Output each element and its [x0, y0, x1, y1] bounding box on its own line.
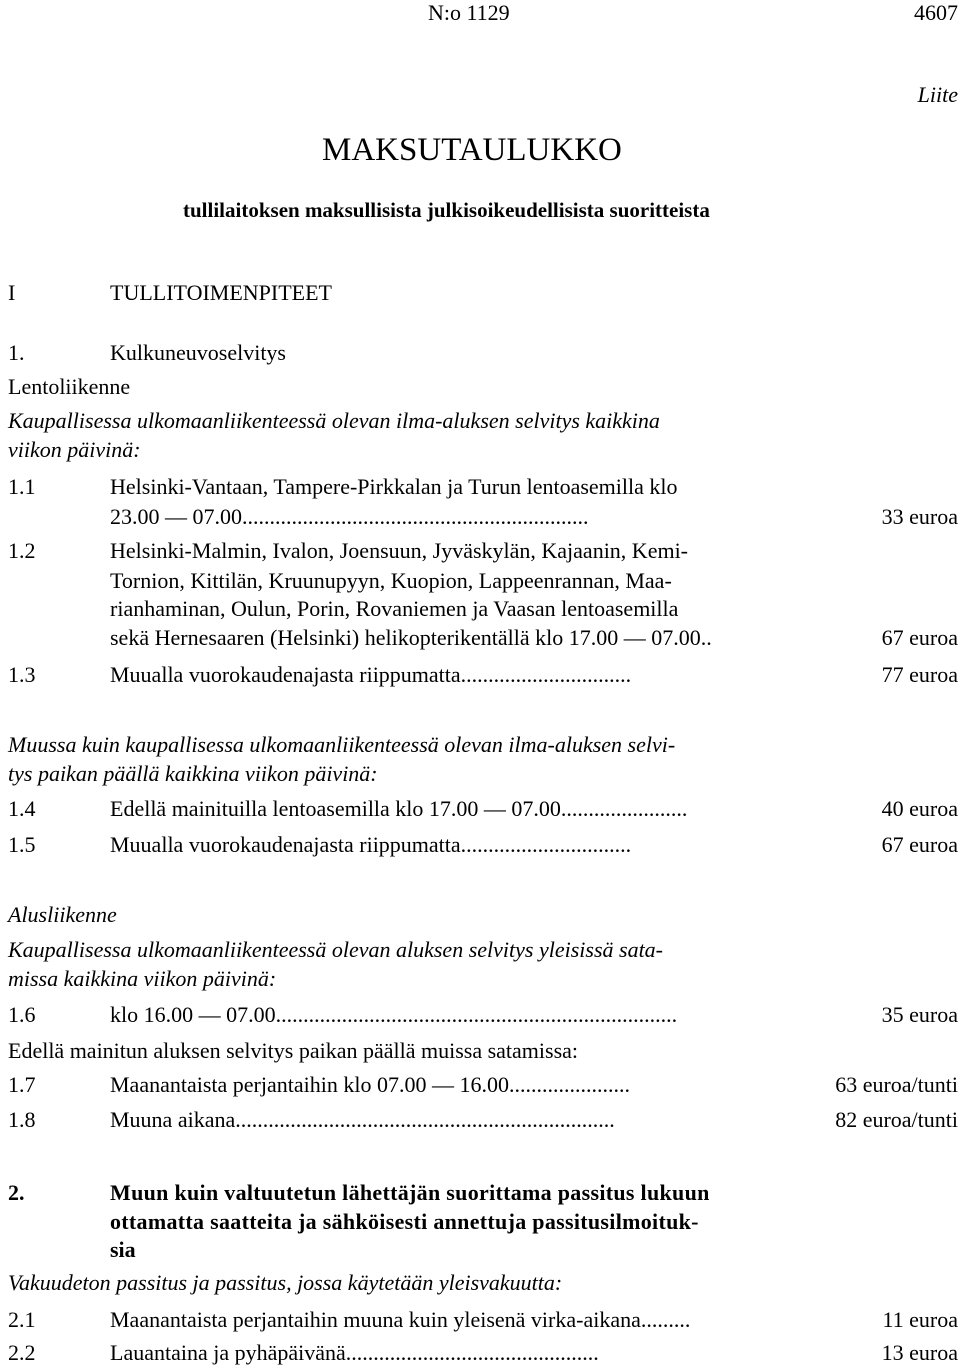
appendix-label: Liite: [917, 82, 958, 107]
fee-amount: 11 euroa: [882, 1307, 958, 1332]
item-number: 1.5: [8, 832, 36, 857]
item-text: Edellä mainituilla lentoasemilla klo 17.00 — 07.00.......................: [110, 796, 688, 821]
item-text: Helsinki-Malmin, Ivalon, Joensuun, Jyväskylän, Kajaanin, Kemi-: [110, 538, 689, 563]
item-number: 2.: [8, 1180, 25, 1205]
item-text: Tornion, Kittilän, Kruunupyyn, Kuopion, Lappeenrannan, Maa-: [110, 568, 672, 593]
item-number: 1.8: [8, 1107, 36, 1132]
item-text: sekä Hernesaaren (Helsinki) helikopterikentällä klo 17.00 — 07.00..: [110, 625, 712, 650]
document-subtitle: tullilaitoksen maksullisista julkisoikeudellisista suoritteista: [183, 198, 710, 222]
item-text: Helsinki-Vantaan, Tampere-Pirkkalan ja Turun lentoasemilla klo: [110, 474, 678, 499]
intro-text: viikon päivinä:: [8, 437, 141, 462]
intro-text: tys paikan päällä kaikkina viikon päivinä:: [8, 761, 378, 786]
fee-amount: 13 euroa: [881, 1340, 958, 1365]
fee-amount: 67 euroa: [881, 625, 958, 650]
fee-amount: 40 euroa: [881, 796, 958, 821]
section-number: I: [8, 280, 16, 305]
item-number: 1.6: [8, 1002, 36, 1027]
subheading-air: Lentoliikenne: [8, 374, 131, 399]
page-number: 4607: [914, 0, 958, 25]
item-heading: ottamatta saatteita ja sähköisesti annettuja passitusilmoituk-: [110, 1209, 699, 1234]
fee-amount: 33 euroa: [881, 504, 958, 529]
item-text: 23.00 — 07.00...............................................................: [110, 504, 589, 529]
item-heading: Kulkuneuvoselvitys: [110, 340, 286, 365]
intro-text: Kaupallisessa ulkomaanliikenteessä olevan aluksen selvitys yleisissä sata-: [8, 937, 664, 962]
document-title: MAKSUTAULUKKO: [322, 132, 622, 168]
item-number: 2.1: [8, 1307, 36, 1332]
fee-amount: 67 euroa: [881, 832, 958, 857]
fee-amount: 35 euroa: [881, 1002, 958, 1027]
item-text: rianhaminan, Oulun, Porin, Rovaniemen ja Vaasan lentoasemilla: [110, 596, 679, 621]
fee-amount: 63 euroa/tunti: [835, 1072, 958, 1097]
intro-text: Kaupallisessa ulkomaanliikenteessä olevan ilma-aluksen selvitys kaikkina: [8, 408, 660, 433]
item-text: klo 16.00 — 07.00.........................................................................: [110, 1002, 678, 1027]
intro-text: missa kaikkina viikon päivinä:: [8, 966, 277, 991]
item-text: Muualla vuorokaudenajasta riippumatta...............................: [110, 662, 632, 687]
fee-amount: 82 euroa/tunti: [835, 1107, 958, 1132]
item-heading: Muun kuin valtuutetun lähettäjän suorittama passitus lukuun: [110, 1180, 710, 1205]
item-number: 1.4: [8, 796, 36, 821]
subheading-sea: Alusliikenne: [8, 902, 117, 927]
item-heading: sia: [110, 1237, 136, 1262]
section-title: TULLITOIMENPITEET: [110, 280, 332, 305]
fee-amount: 77 euroa: [881, 662, 958, 687]
item-number: 1.: [8, 340, 25, 365]
intro-text: Vakuudeton passitus ja passitus, jossa käytetään yleisvakuutta:: [8, 1270, 563, 1295]
page-header-left: N:o 1129: [428, 0, 510, 25]
intro-text: Muussa kuin kaupallisessa ulkomaanliikenteessä olevan ilma-aluksen selvi-: [8, 732, 676, 757]
item-text: Maanantaista perjantaihin muuna kuin yleisenä virka-aikana.........: [110, 1307, 691, 1332]
item-text: Muuna aikana.....................................................................: [110, 1107, 615, 1132]
item-number: 1.1: [8, 474, 36, 499]
item-number: 2.2: [8, 1340, 36, 1365]
item-text: Lauantaina ja pyhäpäivänä..............................................: [110, 1340, 599, 1365]
item-number: 1.7: [8, 1072, 36, 1097]
item-number: 1.3: [8, 662, 36, 687]
intro-text: Edellä mainitun aluksen selvitys paikan päällä muissa satamissa:: [8, 1038, 579, 1063]
item-text: Maanantaista perjantaihin klo 07.00 — 16.00......................: [110, 1072, 630, 1097]
item-text: Muualla vuorokaudenajasta riippumatta...............................: [110, 832, 632, 857]
item-number: 1.2: [8, 538, 36, 563]
